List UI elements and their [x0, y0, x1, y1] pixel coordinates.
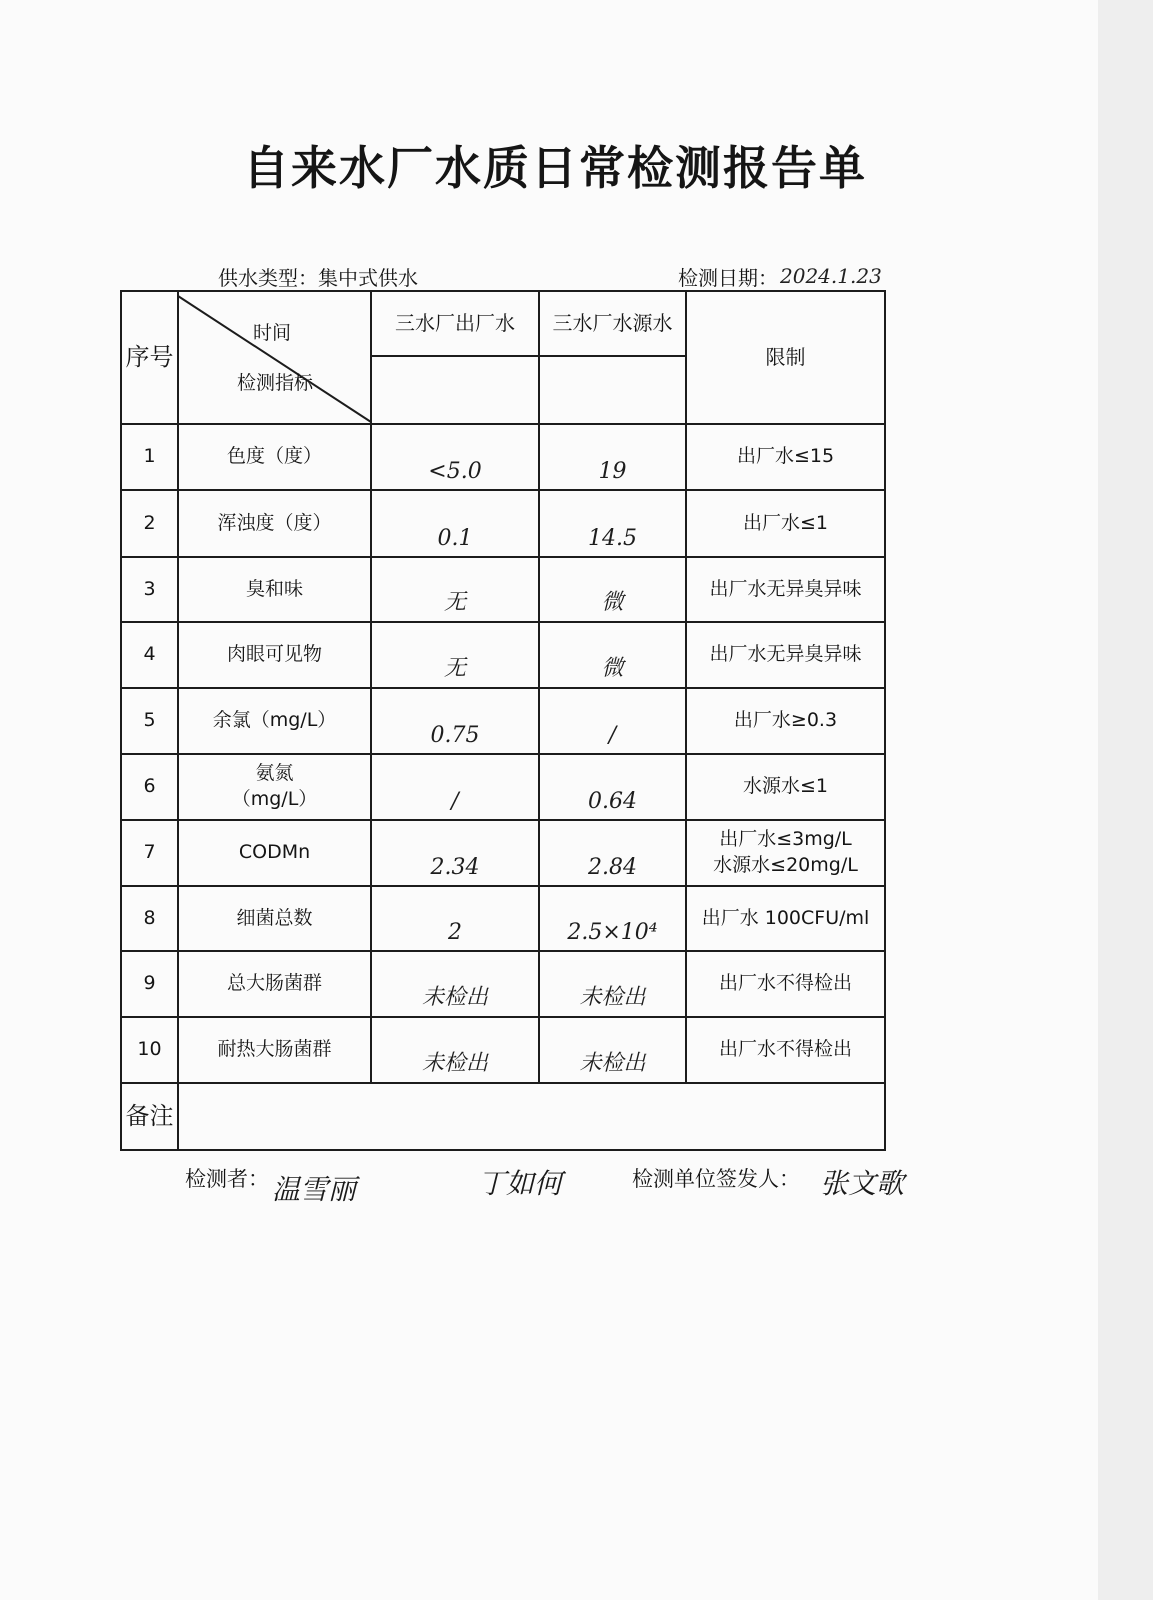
row-indicator: CODMn	[238, 841, 311, 864]
row-limit: 出厂水≤15	[736, 445, 835, 468]
row-value-outlet: 无	[443, 590, 466, 615]
row-limit: 出厂水≤3mg/L 水源水≤20mg/L	[713, 828, 858, 876]
header-limit: 限制	[765, 345, 806, 369]
date-value: 2024.1.23	[780, 264, 882, 288]
row-value-outlet: 2.34	[430, 855, 480, 880]
row-number: 2	[143, 511, 156, 534]
row-indicator: 耐热大肠菌群	[217, 1038, 332, 1061]
row-number: 8	[143, 906, 156, 929]
row-limit: 出厂水≥0.3	[733, 709, 838, 732]
row-number: 1	[143, 445, 156, 468]
row-number: 3	[143, 577, 156, 600]
row-indicator: 总大肠菌群	[226, 972, 322, 995]
row-value-outlet: <5.0	[428, 459, 482, 484]
row-number: 9	[143, 972, 156, 995]
row-value-outlet: /	[451, 789, 459, 814]
row-number: 6	[143, 775, 156, 798]
remarks-label: 备注	[125, 1102, 174, 1131]
row-limit: 出厂水 100CFU/ml	[701, 906, 870, 929]
row-indicator: 细菌总数	[236, 906, 313, 929]
row-number: 4	[143, 643, 156, 666]
row-number: 10	[137, 1038, 162, 1061]
header-diag-bottom: 检测指标	[236, 372, 313, 395]
row-value-outlet: 0.75	[430, 723, 480, 748]
row-value-source: 未检出	[579, 1051, 646, 1076]
row-limit: 出厂水无异臭异味	[709, 577, 862, 600]
row-value-source: 2.84	[588, 855, 637, 880]
row-value-source: 19	[598, 459, 627, 484]
row-value-outlet: 无	[443, 656, 466, 681]
tester-label: 检测者：	[185, 1167, 269, 1191]
header-diag-top: 时间	[252, 322, 291, 345]
row-limit: 出厂水不得检出	[718, 1038, 852, 1061]
row-indicator: 肉眼可见物	[226, 643, 322, 666]
row-limit: 水源水≤1	[742, 775, 828, 798]
row-number: 5	[143, 709, 156, 732]
row-value-outlet: 2	[448, 920, 462, 945]
row-indicator: 余氯（mg/L）	[212, 709, 337, 732]
row-value-source: 0.64	[588, 789, 637, 814]
row-value-source: 未检出	[579, 985, 646, 1010]
issuer-label: 检测单位签发人：	[632, 1167, 800, 1191]
date-label: 检测日期：	[678, 266, 778, 290]
row-value-outlet: 0.1	[437, 526, 473, 551]
row-indicator: 色度（度）	[226, 445, 322, 468]
tester-signature-2: 丁如何	[478, 1167, 563, 1200]
header-col-source: 三水厂水源水	[552, 311, 673, 335]
row-value-source: /	[608, 723, 617, 748]
header-col-outlet: 三水厂出厂水	[395, 311, 515, 335]
row-limit: 出厂水≤1	[742, 511, 828, 534]
row-indicator: 臭和味	[245, 577, 303, 600]
tester-signature-1: 温雪丽	[272, 1173, 357, 1206]
issuer-signature: 张文歌	[820, 1167, 905, 1200]
row-value-source: 14.5	[588, 526, 637, 551]
row-value-outlet: 未检出	[421, 985, 488, 1010]
row-limit: 出厂水不得检出	[718, 972, 852, 995]
row-value-source: 微	[601, 656, 624, 681]
row-value-outlet: 未检出	[421, 1051, 488, 1076]
header-seq: 序号	[125, 343, 174, 372]
row-value-source: 2.5×10⁴	[567, 920, 658, 945]
row-limit: 出厂水无异臭异味	[709, 643, 862, 666]
supply-type: 供水类型：集中式供水	[218, 266, 418, 290]
row-indicator: 浑浊度（度）	[217, 511, 332, 534]
row-value-source: 微	[601, 590, 624, 615]
row-indicator: 氨氮 （mg/L）	[231, 762, 318, 810]
row-number: 7	[143, 841, 156, 864]
page-title: 自来水厂水质日常检测报告单	[243, 141, 867, 195]
